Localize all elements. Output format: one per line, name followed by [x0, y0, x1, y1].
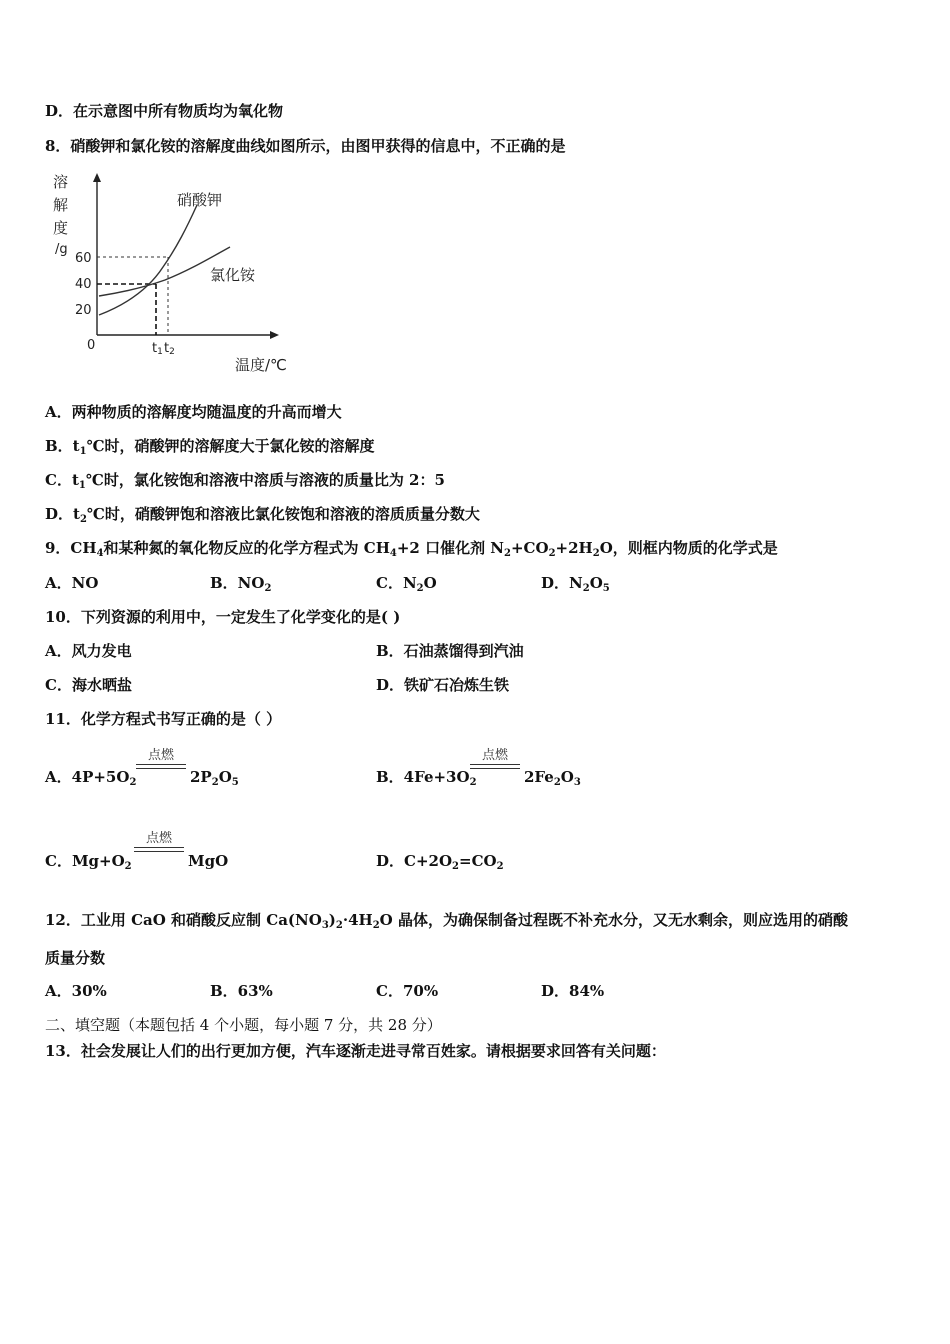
q7-option-d: D．在示意图中所有物质均为氧化物	[45, 102, 284, 120]
q11-option-d: D．$C+2O_2=CO_2$	[376, 852, 504, 872]
q12-option-d: D．84%	[541, 982, 605, 1000]
q12-option-b: B．63%	[210, 982, 273, 1000]
q11-option-c-left: C．$Mg+O_2$	[45, 852, 132, 872]
q11-a-reaction-bar	[136, 764, 186, 769]
y-tick-40: 40	[75, 277, 92, 292]
q11-stem: 11．化学方程式书写正确的是（ ）	[45, 710, 282, 728]
x-axis-arrow	[270, 331, 279, 339]
q11-option-a-left: A．$4P+5O_2$	[45, 768, 137, 788]
section-heading: 二、填空题（本题包括 4 个小题，每小题 7 分，共 28 分）	[45, 1016, 442, 1034]
q8-option-a: A．两种物质的溶解度均随温度的升高而增大	[45, 403, 342, 421]
q10-option-d: D．铁矿石冶炼生铁	[376, 676, 510, 694]
q13-stem: 13．社会发展让人们的出行更加方便，汽车逐渐走进寻常百姓家。请根据要求回答有关问题：	[45, 1042, 666, 1060]
kno3-label: 硝酸钾	[177, 191, 223, 209]
q10-option-c: C．海水晒盐	[45, 676, 132, 694]
x-tick-t1: t1	[152, 341, 163, 357]
y-tick-60: 60	[75, 251, 92, 266]
q11-option-b-right: $2Fe_2O_3$	[524, 768, 581, 788]
q9-stem: 9．$CH_4$和某种氮的氧化物反应的化学方程式为 $CH_4+2$ 口催化剂 $N_2+CO_2+2H_2O$，则框内物质的化学式是	[45, 539, 778, 559]
q12-option-c: C．70%	[376, 982, 439, 1000]
xlabel: 温度/℃	[235, 356, 287, 374]
q9-option-b: B．$NO_2$	[210, 574, 272, 594]
q12-option-a: A．30%	[45, 982, 107, 1000]
q10-option-a: A．风力发电	[45, 642, 132, 660]
ylabel-c1: 溶	[53, 173, 69, 191]
q10-option-b: B．石油蒸馏得到汽油	[376, 642, 524, 660]
kno3-curve	[99, 205, 197, 315]
ylabel-c3: 度	[53, 219, 69, 237]
q8-stem: 8．硝酸钾和氯化铵的溶解度曲线如图所示，由图甲获得的信息中，不正确的是	[45, 137, 566, 155]
y-axis-arrow	[93, 173, 101, 182]
q8-option-c: C．$t_1℃$时，氯化铵饱和溶液中溶质与溶液的质量比为 2：5	[45, 471, 445, 491]
q11-option-c-right: MgO	[188, 852, 229, 870]
origin-label: 0	[87, 338, 96, 353]
q8-option-b: B．$t_1℃$时，硝酸钾的溶解度大于氯化铵的溶解度	[45, 437, 375, 457]
q9-option-d: D．$N_2O_5$	[541, 574, 610, 594]
q10-stem: 10．下列资源的利用中，一定发生了化学变化的是( )	[45, 608, 401, 626]
nh4cl-label: 氯化铵	[210, 266, 256, 284]
q11-b-condition: 点燃	[481, 748, 508, 763]
q11-b-reaction-bar	[470, 764, 520, 769]
solubility-chart	[45, 165, 305, 380]
q9-option-a: A．NO	[45, 574, 99, 592]
x-tick-t2: t2	[164, 341, 175, 357]
ylabel-c2: 解	[53, 196, 69, 214]
q8-option-d: D．$t_2℃$时，硝酸钾饱和溶液比氯化铵饱和溶液的溶质质量分数大	[45, 505, 480, 525]
y-tick-20: 20	[75, 303, 92, 318]
q11-option-b-left: B．$4Fe+3O_2$	[376, 768, 477, 788]
q9-option-c: C．$N_2O$	[376, 574, 437, 594]
q11-option-a-right: $2P_2O_5$	[190, 768, 239, 788]
q11-c-reaction-bar	[134, 847, 184, 852]
q11-c-condition: 点燃	[145, 831, 172, 846]
q11-a-condition: 点燃	[147, 748, 174, 763]
q12-stem: 12．工业用 CaO 和硝酸反应制 $Ca(NO_3)_2\cdot 4H_2O$ 晶体，为确保制备过程既不补充水分，又无水剩余，则应选用的硝酸	[45, 911, 848, 931]
q12-stem-line2: 质量分数	[45, 949, 106, 967]
ylabel-c4: /g	[55, 242, 68, 257]
